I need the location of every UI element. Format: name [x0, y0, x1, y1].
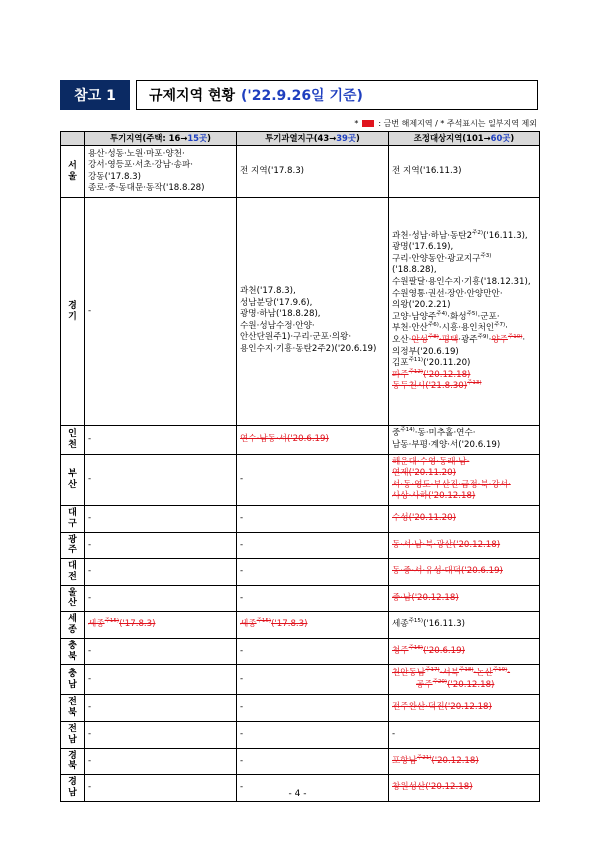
page-title: 규제지역 현황: [149, 88, 236, 104]
header-blank: [61, 132, 85, 146]
cell-overheated: -: [237, 505, 389, 532]
cell-speculation: -: [85, 585, 237, 612]
cell-adjustment: 세종$^{주15)}$('16.11.3): [389, 612, 540, 639]
table-row: [61, 532, 540, 559]
title-date: ('22.9.26일 기준): [241, 88, 363, 104]
region-jeonnam: 전 남: [61, 722, 85, 749]
cell-adjustment: 중·남('20.12.18): [389, 585, 540, 612]
cell-overheated: -: [237, 722, 389, 749]
table-row: [61, 198, 540, 426]
table-row: [61, 695, 540, 722]
table-row: [61, 454, 540, 505]
cell-overheated: -: [237, 454, 389, 505]
cell-speculation: -: [85, 426, 237, 454]
region-daejeon: 대 전: [61, 559, 85, 586]
cell-overheated: 전 지역('17.8.3): [237, 146, 389, 198]
region-busan: 부 산: [61, 454, 85, 505]
region-gwangju: 광 주: [61, 532, 85, 559]
table-row: [61, 638, 540, 665]
cell-overheated: 연수·남동·서('20.6.19): [237, 426, 389, 454]
cell-speculation: 세종$^{주15)}$('17.8.3): [85, 612, 237, 639]
table-row: [61, 559, 540, 586]
cell-speculation: 용산·성동·노원·마포·양천· 강서·영등포·서초·강남·송파· 강동('17.8.3) 종로·중·동대문·동작('18.8.28): [85, 146, 237, 198]
table-row: [61, 585, 540, 612]
reference-label: 참고 1: [60, 80, 130, 110]
cell-speculation: -: [85, 775, 237, 802]
legend: [354, 118, 537, 129]
cell-overheated: -: [237, 585, 389, 612]
table-row: [61, 722, 540, 749]
region-incheon: 인 천: [61, 426, 85, 454]
cell-speculation: -: [85, 748, 237, 775]
cell-speculation: -: [85, 559, 237, 586]
cell-overheated: -: [237, 665, 389, 695]
cell-adjustment: 창원성산('20.12.18): [389, 775, 540, 802]
cell-adjustment: 전 지역('16.11.3): [389, 146, 540, 198]
region-jeonbuk: 전 북: [61, 695, 85, 722]
cell-speculation: -: [85, 454, 237, 505]
cell-overheated: -: [237, 532, 389, 559]
header-overheated-district: 투기과열지구(43→39곳): [237, 132, 389, 146]
table-header-row: [61, 132, 540, 146]
header-adjustment-area: 조정대상지역(101→60곳): [389, 132, 540, 146]
cell-overheated: -: [237, 559, 389, 586]
cell-speculation: -: [85, 695, 237, 722]
red-swatch-icon: [362, 120, 374, 127]
cell-overheated: 과천('17.8.3), 성남분당('17.9.6), 광명·하남('18.8.28), 수원·성남수정·안양· 안산단원주1)·구리·군포·의왕· 용인수지·기흥·동탄2주2)('20.6.19): [237, 198, 389, 426]
cell-adjustment: 전주완산·덕진('20.12.18): [389, 695, 540, 722]
cell-overheated: -: [237, 775, 389, 802]
region-ulsan: 울 산: [61, 585, 85, 612]
regulated-area-table: [60, 131, 540, 802]
header-speculation-area: 투기지역(주택: 16→15곳): [85, 132, 237, 146]
table-row: [61, 748, 540, 775]
region-gyeongbuk: 경 북: [61, 748, 85, 775]
cell-speculation: -: [85, 638, 237, 665]
region-sejong: 세 종: [61, 612, 85, 639]
region-daegu: 대 구: [61, 505, 85, 532]
region-seoul: 서 울: [61, 146, 85, 198]
cell-adjustment: 천안동남$^{주17)}$·서북$^{주18)}$·논산$^{주19)}$· 공주$^{주20)}$('20.12.18): [389, 665, 540, 695]
region-gyeongnam: 경 남: [61, 775, 85, 802]
table-row: [61, 146, 540, 198]
cell-overheated: -: [237, 748, 389, 775]
cell-adjustment: 과천·성남·하남·동탄$2^{주2)}('16.11.3)$, 광명('17.6.19), 구리·안양동안·광교지구$^{주3)}$('18.8.28), 수원팔달·용인수지·기흥('18.12.31), 수원영통·권선·장안·안양만안· 의왕('20.2.21) 고양·남양주$^{주4)}$·화성$^{주5)}$·군포· 부천·안산$^{주6)}$·시흥·용인처인$^{주7)}$· 오산·안성$^{주8)}$·평택·광주$^{주9)}$·양주$^{주10)}$· 의정부('20.6.19) 김포$^{주11)}$('20.11.20) 파주$^{주12)}$('20.12.18) 동두천시$('21.8.30)^{주13)}$: [389, 198, 540, 426]
page-header: [60, 80, 538, 110]
cell-speculation: -: [85, 532, 237, 559]
table-row: [61, 505, 540, 532]
table-row: [61, 665, 540, 695]
region-gyeonggi: 경 기: [61, 198, 85, 426]
cell-speculation: -: [85, 198, 237, 426]
region-chungbuk: 충 북: [61, 638, 85, 665]
cell-speculation: -: [85, 665, 237, 695]
cell-adjustment: -: [389, 722, 540, 749]
legend-marker: *: [354, 119, 359, 128]
table-row: [61, 426, 540, 454]
page-number: - 4 -: [288, 789, 307, 799]
cell-speculation: -: [85, 722, 237, 749]
cell-overheated: -: [237, 638, 389, 665]
cell-adjustment: 수성('20.11.20): [389, 505, 540, 532]
cell-adjustment: 동·중·서·유성·대덕('20.6.19): [389, 559, 540, 586]
table-row: [61, 612, 540, 639]
cell-adjustment: 해운대·수영·동래·남· 연제('20.11.20) 서·동·영도·부산진·금정·북·강서· 사상·사하('20.12.18): [389, 454, 540, 505]
cell-overheated: 세종$^{주15)}$('17.8.3): [237, 612, 389, 639]
cell-adjustment: 청주$^{주16)}$('20.6.19): [389, 638, 540, 665]
cell-overheated: -: [237, 695, 389, 722]
region-chungnam: 충 남: [61, 665, 85, 695]
cell-adjustment: 동·서·남·북·광산('20.12.18): [389, 532, 540, 559]
cell-speculation: -: [85, 505, 237, 532]
title-box: [136, 80, 538, 110]
legend-text: : 금번 해제지역 / * 주석표시는 일부지역 제외: [378, 119, 537, 128]
cell-adjustment: 중$^{주14)}$·동·미추홀·연수· 남동·부평·계양·서('20.6.19): [389, 426, 540, 454]
cell-adjustment: 포항남$^{주21)}$('20.12.18): [389, 748, 540, 775]
